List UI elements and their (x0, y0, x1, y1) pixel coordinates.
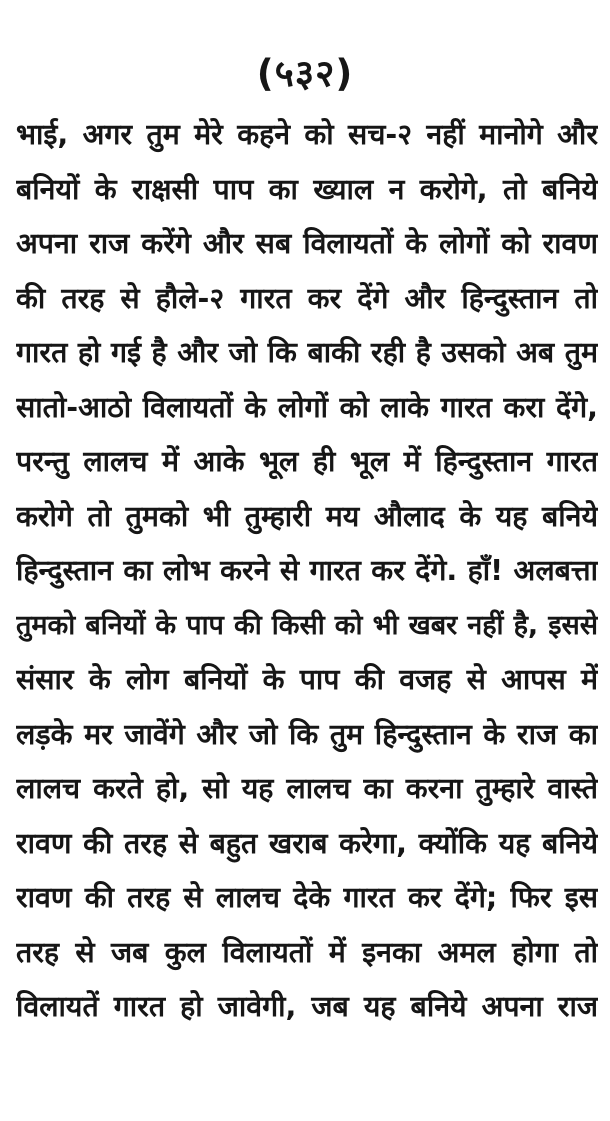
text-line: की तरह से हौले-२ गारत कर देंगे और हिन्दुस्तान तो (16, 281, 598, 315)
text-line: लालच करते हो, सो यह लालच का करना तुम्हारे वास्ते (16, 772, 598, 805)
body-text (16, 108, 598, 1035)
text-line: रावण की तरह से बहुत खराब करेगा, क्योंकि यह बनिये (16, 826, 598, 860)
text-line: सातो-आठो विलायतों के लोगों को लाके गारत करा देंगे, (16, 390, 598, 424)
text-line: बनियों के राक्षसी पाप का ख्याल न करोगे, तो बनिये (16, 172, 598, 206)
text-line: तरह से जब कुल विलायतों में इनका अमल होगा तो (16, 935, 598, 969)
text-line: भाई, अगर तुम मेरे कहने को सच-२ नहीं मानोगे और (16, 118, 598, 151)
text-line: विलायतें गारत हो जावेगी, जब यह बनिये अपना राज (16, 990, 598, 1023)
text-line: परन्तु लालच में आके भूल ही भूल में हिन्दुस्तान गारत (16, 445, 598, 478)
text-line: हिन्दुस्तान का लोभ करने से गारत कर देंगे. हाँ! अलबत्ता (16, 554, 598, 587)
text-line: करोगे तो तुमको भी तुम्हारी मय औलाद के यह बनिये (16, 499, 598, 533)
text-line: तुमको बनियों के पाप की किसी को भी खबर नहीं है, इससे (16, 609, 598, 641)
text-line: रावण की तरह से लालच देके गारत कर देंगे; फिर इस (16, 881, 598, 914)
text-line: अपना राज करेंगे और सब विलायतों के लोगों को रावण (16, 227, 598, 260)
text-line: लड़के मर जावेंगे और जो कि तुम हिन्दुस्तान के राज का (16, 717, 598, 751)
page-number: (५३२) (256, 52, 354, 95)
text-line: संसार के लोग बनियों के पाप की वजह से आपस में (16, 663, 598, 696)
text-line: गारत हो गई है और जो कि बाकी रही है उसको अब तुम (16, 336, 598, 369)
